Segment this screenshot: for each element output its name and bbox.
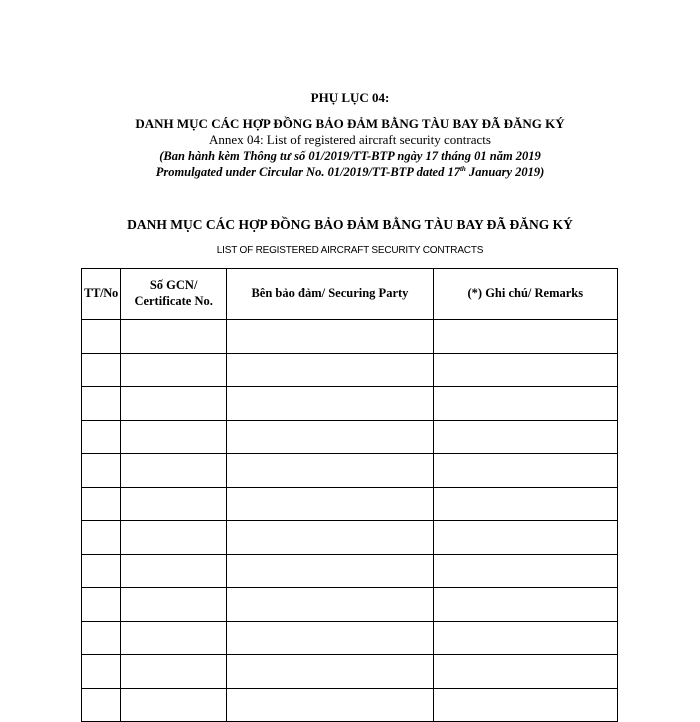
issued-note-english-end: January 2019) — [465, 165, 545, 179]
table-cell — [121, 387, 227, 421]
table-cell — [227, 554, 433, 588]
issued-note-english-main: Promulgated under Circular No. 01/2019/TT-BTP dated 17 — [155, 165, 460, 179]
table-cell — [82, 320, 121, 354]
table-cell — [227, 353, 433, 387]
table-cell — [433, 688, 617, 722]
table-row — [82, 487, 618, 521]
table-cell — [433, 387, 617, 421]
table-row — [82, 353, 618, 387]
table-cell — [227, 320, 433, 354]
table-row — [82, 655, 618, 689]
table-cell — [227, 621, 433, 655]
table-cell — [433, 487, 617, 521]
table-cell — [82, 521, 121, 555]
header-securing-party: Bên bảo đảm/ Securing Party — [227, 269, 433, 320]
annex-title: PHỤ LỤC 04: — [310, 90, 390, 105]
header-certificate-no — [121, 269, 227, 320]
table-cell — [227, 387, 433, 421]
table-cell — [433, 521, 617, 555]
table-cell — [227, 655, 433, 689]
table-row — [82, 688, 618, 722]
table-cell — [433, 320, 617, 354]
table-cell — [82, 588, 121, 622]
table-cell — [433, 621, 617, 655]
table-cell — [121, 554, 227, 588]
table-cell — [82, 387, 121, 421]
table-cell — [433, 655, 617, 689]
table-cell — [227, 454, 433, 488]
table-cell — [121, 454, 227, 488]
issued-note-english-superscript: th — [459, 165, 466, 173]
issued-note-english — [0, 166, 700, 179]
table-cell — [433, 454, 617, 488]
table-cell — [82, 688, 121, 722]
table-cell — [433, 588, 617, 622]
table-row — [82, 387, 618, 421]
table-row — [82, 521, 618, 555]
table-cell — [433, 353, 617, 387]
table-cell — [433, 554, 617, 588]
table-header-row — [82, 269, 618, 320]
annex-title-english: Annex 04: List of registered aircraft security contracts — [209, 132, 491, 147]
table-cell — [82, 454, 121, 488]
table-row — [82, 554, 618, 588]
table-row — [82, 320, 618, 354]
table-cell — [82, 621, 121, 655]
table-row — [82, 420, 618, 454]
table-cell — [433, 420, 617, 454]
table-cell — [121, 688, 227, 722]
table-cell — [121, 320, 227, 354]
header-tt-no: TT/No — [82, 269, 121, 320]
table-row — [82, 621, 618, 655]
header-remarks: (*) Ghi chú/ Remarks — [433, 269, 617, 320]
table-cell — [227, 521, 433, 555]
table-row — [82, 588, 618, 622]
list-title-english: LIST OF REGISTERED AIRCRAFT SECURITY CONTRACTS — [216, 245, 484, 256]
header-certificate-line1: Số GCN/ — [149, 278, 198, 293]
table-cell — [121, 420, 227, 454]
table-cell — [82, 554, 121, 588]
table-cell — [227, 688, 433, 722]
table-cell — [82, 655, 121, 689]
table-cell — [82, 487, 121, 521]
table-cell — [121, 487, 227, 521]
table-body — [82, 320, 618, 722]
header-certificate-line2: Certificate No. — [134, 294, 213, 308]
table-cell — [121, 588, 227, 622]
table-cell — [82, 420, 121, 454]
contracts-table — [81, 268, 618, 722]
table-cell — [121, 353, 227, 387]
issued-note-vietnamese: (Ban hành kèm Thông tư số 01/2019/TT-BTP ngày 17 tháng 01 năm 2019 — [159, 149, 541, 163]
table-cell — [82, 353, 121, 387]
table-row — [82, 454, 618, 488]
table-cell — [227, 420, 433, 454]
table-cell — [121, 521, 227, 555]
table-cell — [121, 655, 227, 689]
annex-title-vietnamese: DANH MỤC CÁC HỢP ĐỒNG BẢO ĐẢM BẰNG TÀU BAY ĐÃ ĐĂNG KÝ — [135, 116, 565, 131]
table-cell — [227, 487, 433, 521]
table-cell — [227, 588, 433, 622]
table-cell — [121, 621, 227, 655]
list-title-vietnamese: DANH MỤC CÁC HỢP ĐỒNG BẢO ĐẢM BẰNG TÀU BAY ĐÃ ĐĂNG KÝ — [127, 217, 573, 232]
